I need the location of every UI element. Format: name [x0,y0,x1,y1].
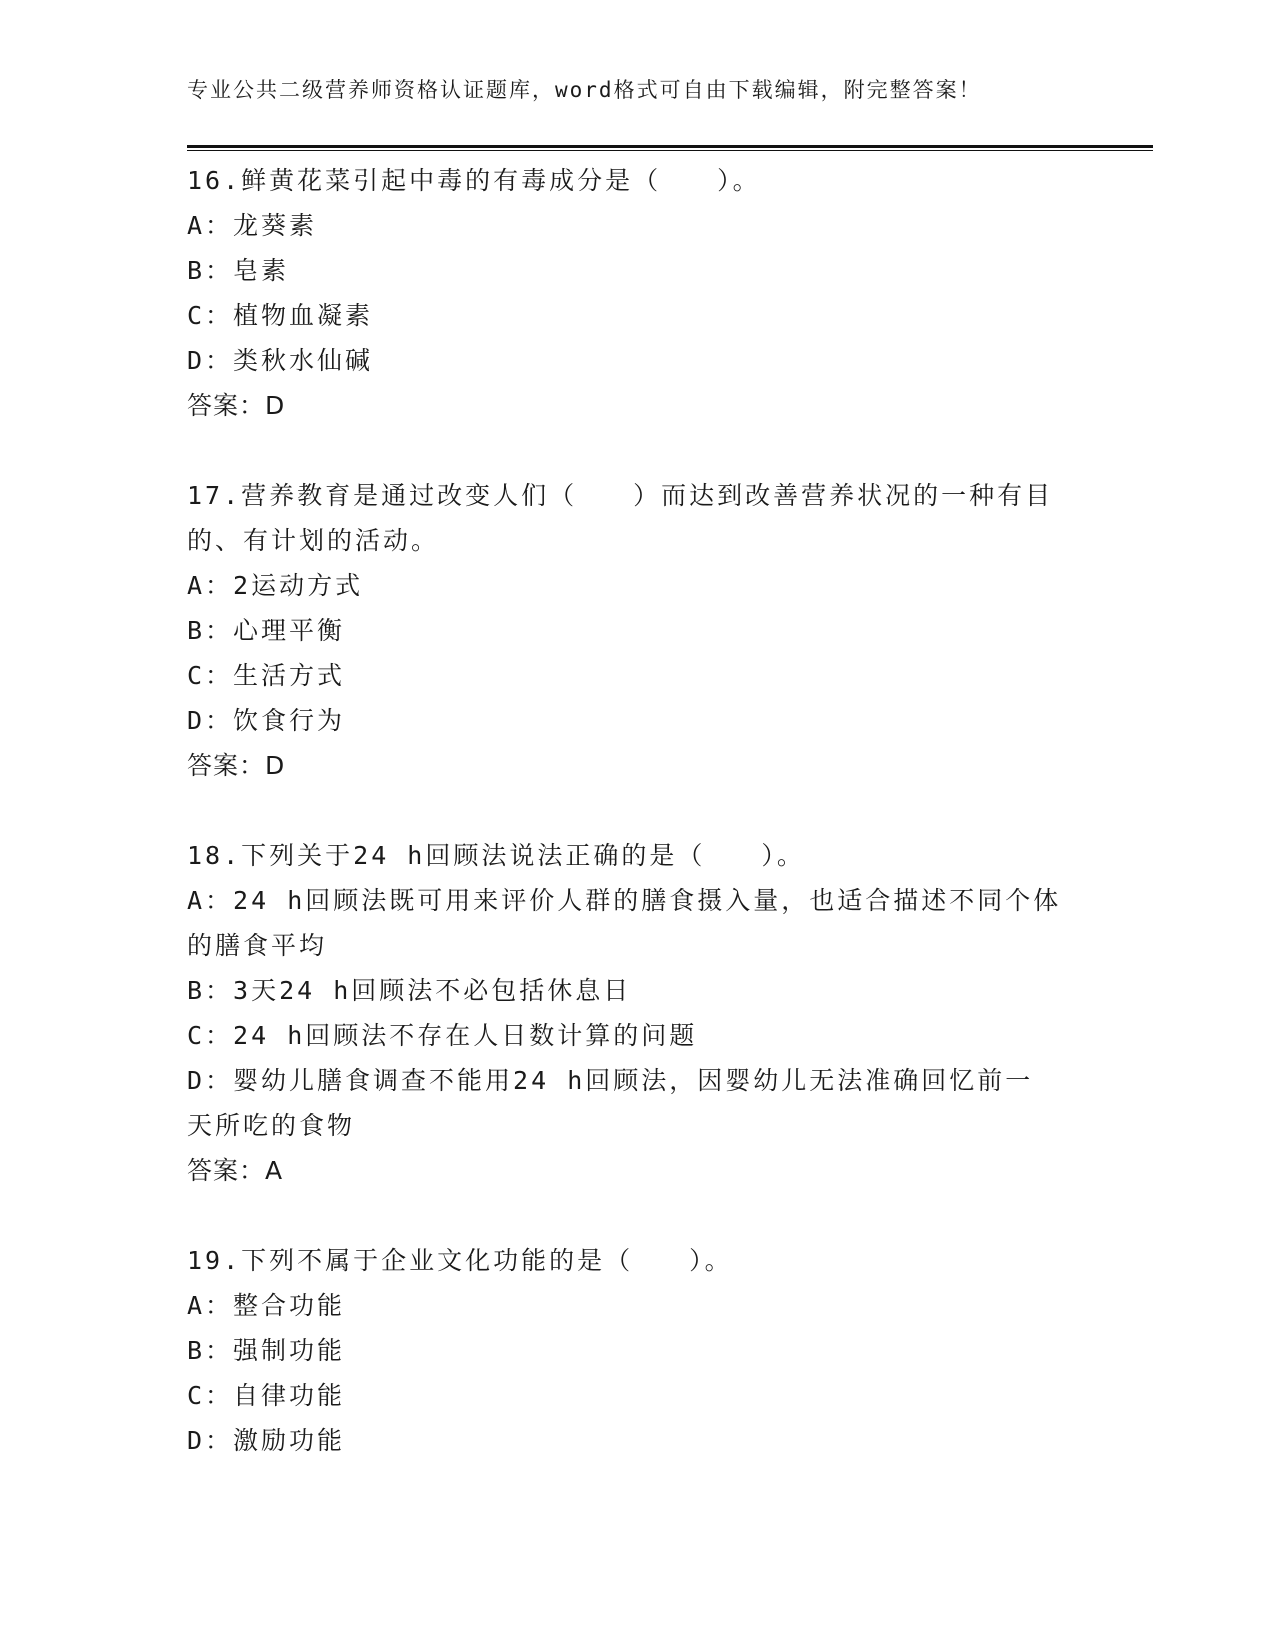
option-d-continued: 天所吃的食物 [187,1111,356,1140]
option-b: B：皂素 [187,256,290,285]
answer-line: 答案：D [187,391,286,420]
question-list [187,158,1087,1463]
question-stem: 16.鲜黄花菜引起中毒的有毒成分是（ ）。 [187,166,761,195]
answer-line: 答案：D [187,751,286,780]
option-b: B：强制功能 [187,1336,346,1365]
answer-line: 答案：A [187,1156,284,1185]
option-a: A：24 h回顾法既可用来评价人群的膳食摄入量，也适合描述不同个体 [187,886,1062,915]
option-d: D：类秋水仙碱 [187,346,374,375]
option-b: B：心理平衡 [187,616,346,645]
question-18 [187,833,1087,1193]
question-stem-continued: 的、有计划的活动。 [187,526,440,555]
option-b: B：3天24 h回顾法不必包括休息日 [187,976,632,1005]
option-a: A：整合功能 [187,1291,346,1320]
option-d: D：饮食行为 [187,706,346,735]
option-c: C：自律功能 [187,1381,346,1410]
question-16 [187,158,1087,428]
question-stem: 17.营养教育是通过改变人们（ ）而达到改善营养状况的一种有目 [187,481,1054,510]
page-header: 专业公共二级营养师资格认证题库，word格式可自由下载编辑，附完整答案！ [187,78,982,102]
option-d: D：婴幼儿膳食调查不能用24 h回顾法，因婴幼儿无法准确回忆前一 [187,1066,1034,1095]
header-rule-thick [187,145,1153,148]
option-c: C：植物血凝素 [187,301,374,330]
option-a: A：2运动方式 [187,571,364,600]
question-17 [187,473,1087,788]
option-a: A：龙葵素 [187,211,318,240]
option-c: C：24 h回顾法不存在人日数计算的问题 [187,1021,698,1050]
question-stem: 19.下列不属于企业文化功能的是（ ）。 [187,1246,733,1275]
option-d: D：激励功能 [187,1426,346,1455]
question-stem: 18.下列关于24 h回顾法说法正确的是（ ）。 [187,841,805,870]
option-a-continued: 的膳食平均 [187,931,328,960]
question-19 [187,1238,1087,1463]
option-c: C：生活方式 [187,661,346,690]
header-rule-thin [187,150,1153,151]
